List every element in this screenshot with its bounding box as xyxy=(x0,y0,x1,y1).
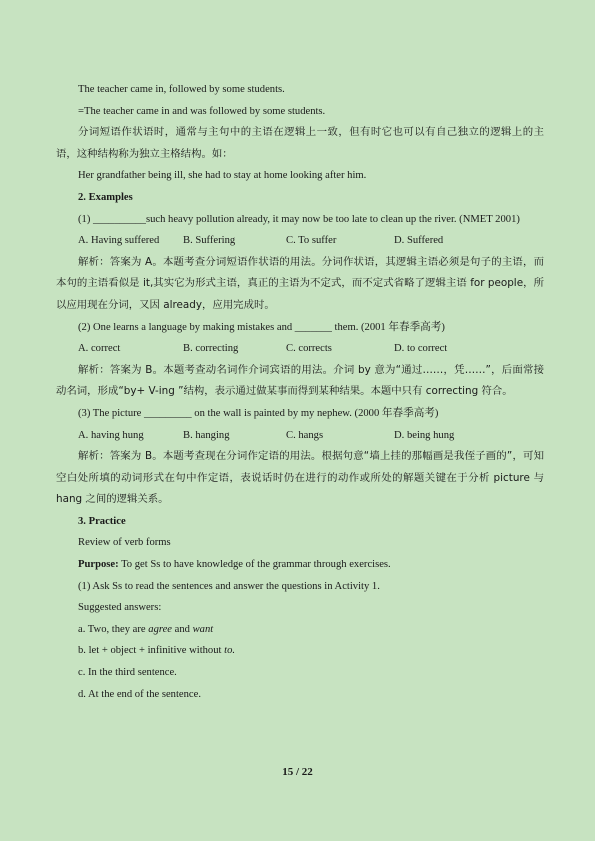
example-sentence-rewrite: =The teacher came in and was followed by some students. xyxy=(78,105,326,117)
example-sentence: Her grandfather being ill, she had to stay at home looking after him. xyxy=(78,170,367,182)
question-1: (1) __________such heavy pollution already, it may now be too late to clean up the river. (NMET 2001) xyxy=(78,213,520,225)
example-sentence: The teacher came in, followed by some students. xyxy=(78,84,285,95)
answer-b-term: to. xyxy=(224,645,236,657)
page-number: 15 / 22 xyxy=(282,766,313,778)
practice-purpose xyxy=(56,554,544,576)
section-heading-practice: 3. Practice xyxy=(78,515,126,527)
option: D. Suffered xyxy=(394,235,444,247)
answer-a-term: agree xyxy=(148,623,172,635)
option: B. Suffering xyxy=(183,235,236,247)
answer-b xyxy=(56,640,544,662)
question-1-analysis: 解析：答案为 A。本题考查分词短语作状语的用法。分词作状语，其逻辑主语必须是句子的主语，而本句的主语看似是 it,其实它为形式主语，真正的主语为不定式，而不定式省略了逻辑主语 for people，所以应用现在分词，又因 already，应用完成时。 xyxy=(56,255,544,311)
option: C. hangs xyxy=(286,429,324,441)
question-3-analysis: 解析：答案为 B。本题考查现在分词作定语的用法。根据句意“墙上挂的那幅画是我侄子画的”，可知空白处所填的动词形式在句中作定语，表说话时仍在进行的动作或所处的解题关键在于分析 picture 与 hang 之间的逻辑关系。 xyxy=(56,450,544,506)
answer-a-text: and xyxy=(172,623,193,635)
option: D. being hung xyxy=(394,429,455,441)
answer-b-text: b. let + object + infinitive without xyxy=(78,645,225,657)
answer-c: c. In the third sentence. xyxy=(78,667,177,679)
section-heading-examples: 2. Examples xyxy=(78,191,133,203)
purpose-label: Purpose: xyxy=(78,559,119,571)
practice-step-1: (1) Ask Ss to read the sentences and answer the questions in Activity 1. xyxy=(78,580,380,592)
purpose-text: To get Ss to have knowledge of the grammar through exercises. xyxy=(118,559,391,571)
option: B. correcting xyxy=(183,343,239,355)
answer-a-text: a. Two, they are xyxy=(78,623,149,635)
question-3-options xyxy=(56,425,544,447)
answer-d: d. At the end of the sentence. xyxy=(78,688,201,700)
question-1-options xyxy=(56,230,544,252)
option: B. hanging xyxy=(183,429,230,441)
grammar-explanation: 分词短语作状语时，通常与主句中的主语在逻辑上一致，但有时它也可以有自己独立的逻辑上的主语，这种结构称为独立主格结构。如： xyxy=(56,126,544,160)
option: A. Having suffered xyxy=(78,235,160,247)
option: A. correct xyxy=(78,343,121,355)
option: A. having hung xyxy=(78,429,144,441)
question-3: (3) The picture _________ on the wall is painted by my nephew. (2000 年春季高考) xyxy=(78,407,439,419)
option: D. to correct xyxy=(394,343,448,355)
question-2: (2) One learns a language by making mistakes and _______ them. (2001 年春季高考) xyxy=(78,321,445,333)
answer-a xyxy=(56,619,544,641)
suggested-answers-label: Suggested answers: xyxy=(78,602,162,614)
practice-review: Review of verb forms xyxy=(78,537,171,549)
option: C. To suffer xyxy=(286,235,337,247)
question-2-analysis: 解析：答案为 B。本题考查动名词作介词宾语的用法。介词 by 意为“通过……，凭……”，后面常接动名词，形成“by+ V-ing ”结构，表示通过做某事而得到某种结果。本题中只有 correcting 符合。 xyxy=(56,363,544,398)
question-2-options xyxy=(56,338,544,360)
option: C. corrects xyxy=(286,343,332,355)
page-content xyxy=(56,79,544,705)
answer-a-term: want xyxy=(192,623,214,635)
